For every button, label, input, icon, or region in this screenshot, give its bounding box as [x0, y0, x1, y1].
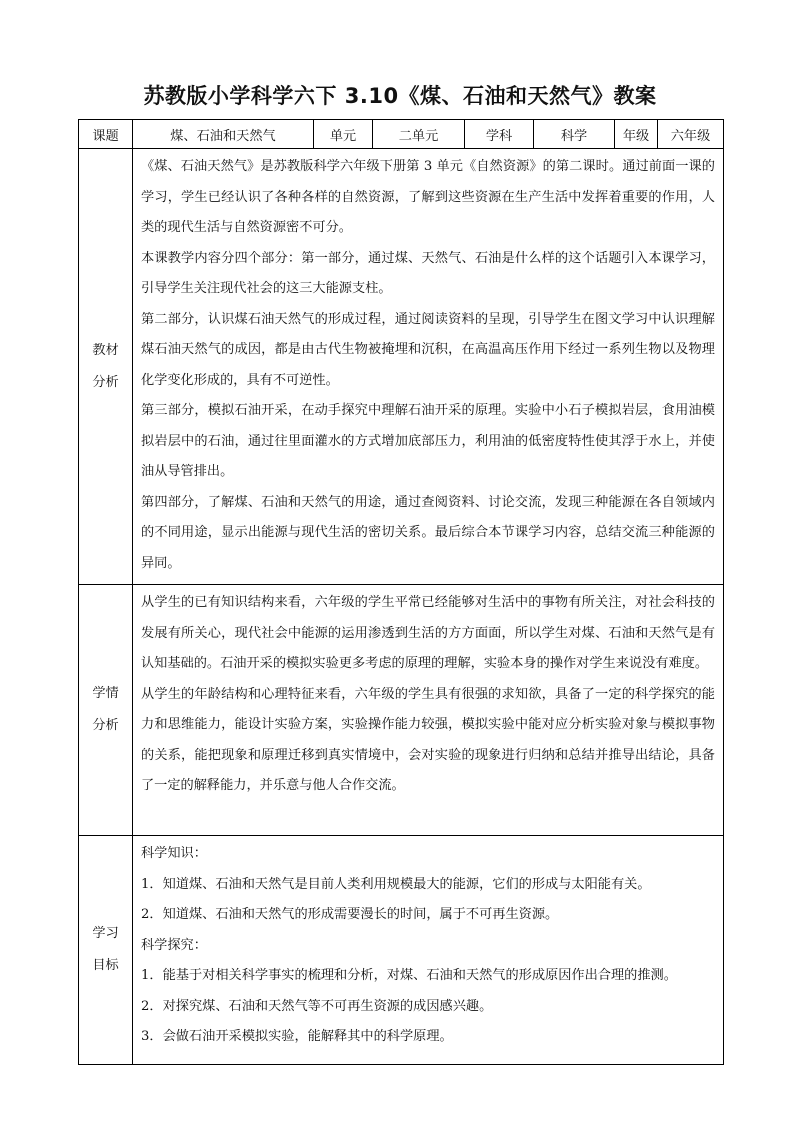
paragraph: 从学生的年龄结构和心理特征来看，六年级的学生具有很强的求知欲，具备了一定的科学探究的能力和思维能力，能设计实验方案，实验操作能力较强，模拟实验中能对应分析实验对象与模拟事物的关系，能把现象和原理迁移到真实情境中，会对实验的现象进行归纳和总结并推导出结论，具备了一定的解释能力，并乐意与他人合作交流。 — [141, 686, 715, 793]
paragraph: 3．会做石油开采模拟实验，能解释其中的科学原理。 — [141, 1029, 453, 1044]
header-cell-unit: 二单元 — [373, 120, 465, 149]
section-row-textbook-analysis — [79, 149, 724, 585]
section-row-student-analysis — [79, 585, 724, 836]
paragraph: 第二部分，认识煤石油天然气的形成过程，通过阅读资料的呈现，引导学生在图文学习中认识理解煤石油天然气的成因，都是由古代生物被掩埋和沉积，在高温高压作用下经过一系列生物以及物理化学变化形成的，具有不可逆性。 — [141, 311, 715, 388]
section-label: 学习 目标 — [79, 836, 133, 1065]
paragraph: 1．知道煤、石油和天然气是目前人类利用规模最大的能源，它们的形成与太阳能有关。 — [141, 876, 651, 892]
section-row-learning-objectives — [79, 836, 724, 1065]
section-label: 教材 分析 — [79, 149, 133, 585]
section-label: 学情 分析 — [79, 585, 133, 836]
header-cell-grade: 六年级 — [658, 120, 724, 149]
paragraph: 本课教学内容分四个部分：第一部分，通过煤、天然气、石油是什么样的这个话题引入本课学习，引导学生关注现代社会的这三大能源支柱。 — [141, 250, 715, 296]
paragraph: 2．知道煤、石油和天然气的形成需要漫长的时间，属于不可再生资源。 — [141, 907, 559, 922]
header-cell-topic-label: 课题 — [79, 120, 133, 149]
paragraph: 从学生的已有知识结构来看，六年级的学生平常已经能够对生活中的事物有所关注，对社会科技的发展有所关心，现代社会中能源的运用渗透到生活的方方面面，所以学生对煤、石油和天然气是有认知基础的。石油开采的模拟实验更多考虑的原理的理解，实验本身的操作对学生来说没有难度。 — [141, 595, 715, 671]
lesson-plan-table — [78, 119, 724, 1065]
header-cell-subject-label: 学科 — [465, 120, 534, 149]
paragraph: 2．对探究煤、石油和天然气等不可再生资源的成因感兴趣。 — [141, 998, 493, 1014]
header-row — [79, 120, 724, 149]
header-cell-topic: 煤、石油和天然气 — [133, 120, 314, 149]
paragraph: 第四部分，了解煤、石油和天然气的用途，通过查阅资料、讨论交流，发现三种能源在各自领域内的不同用途，显示出能源与现代生活的密切关系。最后综合本节课学习内容，总结交流三种能源的异同。 — [141, 494, 715, 571]
paragraph: 科学探究： — [141, 937, 207, 953]
section-content — [133, 585, 724, 836]
header-cell-unit-label: 单元 — [314, 120, 373, 149]
paragraph: 科学知识： — [141, 846, 207, 861]
section-content — [133, 836, 724, 1065]
header-cell-grade-label: 年级 — [615, 120, 658, 149]
header-cell-subject: 科学 — [534, 120, 615, 149]
page-title: 苏教版小学科学六下 3.10《煤、石油和天然气》教案 — [143, 84, 657, 108]
paragraph: 第三部分，模拟石油开采，在动手探究中理解石油开采的原理。实验中小石子模拟岩层，食用油模拟岩层中的石油，通过往里面灌水的方式增加底部压力，利用油的低密度特性使其浮于水上，并使油从导管排出。 — [141, 403, 715, 479]
paragraph: 1．能基于对相关科学事实的梳理和分析，对煤、石油和天然气的形成原因作出合理的推测。 — [141, 968, 677, 983]
paragraph: 《煤、石油天然气》是苏教版科学六年级下册第 3 单元《自然资源》的第二课时。通过前面一课的学习，学生已经认识了各种各样的自然资源，了解到这些资源在生产生活中发挥着重要的作用，人类的现代生活与自然资源密不可分。 — [141, 159, 715, 235]
section-content — [133, 149, 724, 585]
